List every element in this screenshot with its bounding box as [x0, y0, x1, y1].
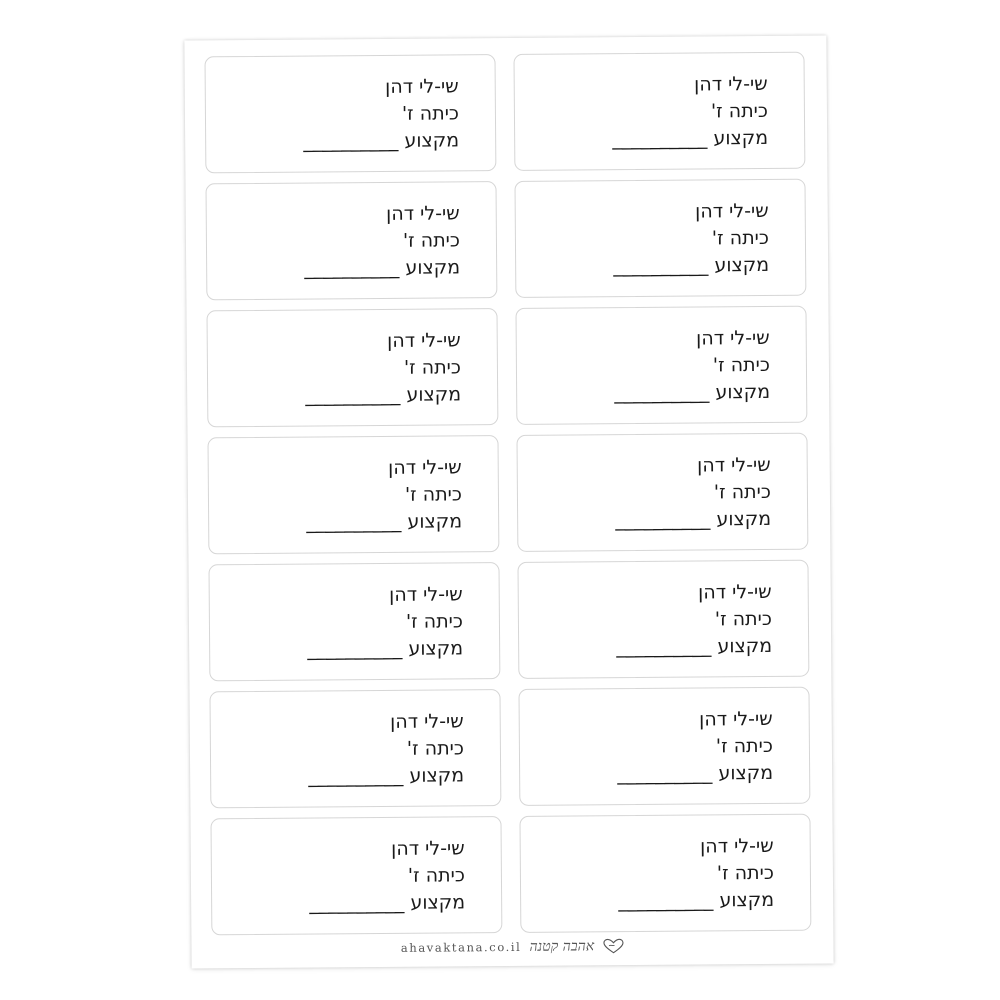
- sticker-sheet: [184, 35, 833, 968]
- label-subject: מקצוע __________: [618, 888, 775, 913]
- name-label: [210, 816, 502, 935]
- name-label: [204, 54, 496, 173]
- sheet-footer: [191, 933, 833, 960]
- label-class: כיתה ז': [715, 734, 774, 758]
- label-name: שי-לי דהן: [391, 837, 465, 860]
- label-name: שי-לי דהן: [694, 72, 768, 96]
- name-label: [207, 435, 499, 554]
- name-label: [516, 433, 808, 552]
- label-subject: מקצוע __________: [304, 256, 461, 280]
- label-class: כיתה ז': [713, 480, 772, 504]
- label-subject: מקצוע __________: [617, 761, 774, 786]
- label-class: כיתה ז': [405, 610, 464, 633]
- name-label: [209, 689, 501, 808]
- label-name: שי-לי דהן: [389, 583, 463, 606]
- website-text: ahavaktana.co.il: [400, 939, 522, 955]
- label-subject: מקצוע __________: [614, 380, 771, 405]
- label-name: שי-לי דהן: [696, 326, 770, 350]
- label-subject: מקצוע __________: [303, 129, 460, 153]
- brand-name: אהבה קטנה: [529, 937, 595, 955]
- label-name: שי-לי דהן: [388, 456, 462, 479]
- label-class: כיתה ז': [406, 737, 465, 760]
- label-class: כיתה ז': [403, 356, 462, 379]
- label-subject: מקצוע __________: [305, 383, 462, 407]
- label-subject: מקצוע __________: [613, 253, 770, 278]
- label-name: שי-לי דהן: [385, 75, 459, 98]
- label-name: שי-לי דהן: [386, 202, 460, 225]
- name-label: [208, 562, 500, 681]
- name-label: [205, 181, 497, 300]
- label-class: כיתה ז': [407, 864, 466, 887]
- label-class: כיתה ז': [712, 353, 771, 377]
- label-name: שי-לי דהן: [697, 453, 771, 477]
- label-subject: מקצוע __________: [615, 507, 772, 532]
- label-class: כיתה ז': [714, 607, 773, 631]
- name-label: [514, 179, 806, 298]
- label-class: כיתה ז': [710, 99, 769, 123]
- name-label: [517, 560, 809, 679]
- label-class: כיתה ז': [401, 102, 460, 125]
- name-label: [515, 306, 807, 425]
- label-subject: מקצוע __________: [307, 637, 464, 661]
- label-class: כיתה ז': [404, 483, 463, 506]
- name-label: [519, 814, 811, 933]
- name-label: [206, 308, 498, 427]
- label-class: כיתה ז': [711, 226, 770, 250]
- label-subject: מקצוע __________: [308, 764, 465, 788]
- label-name: שי-לי דהן: [699, 707, 773, 731]
- label-subject: מקצוע __________: [306, 510, 463, 534]
- label-subject: מקצוע __________: [612, 126, 769, 151]
- label-name: שי-לי דהן: [698, 580, 772, 604]
- label-subject: מקצוע __________: [616, 634, 773, 659]
- label-name: שי-לי דהן: [695, 199, 769, 223]
- heart-outline-icon: [602, 938, 624, 954]
- label-name: שי-לי דהן: [390, 710, 464, 733]
- label-name: שי-לי דהן: [700, 834, 774, 858]
- label-subject: מקצוע __________: [309, 891, 466, 915]
- label-class: כיתה ז': [402, 229, 461, 252]
- label-name: שי-לי דהן: [387, 329, 461, 352]
- name-label: [513, 52, 805, 171]
- label-class: כיתה ז': [716, 861, 775, 885]
- label-grid: [204, 52, 811, 936]
- name-label: [518, 687, 810, 806]
